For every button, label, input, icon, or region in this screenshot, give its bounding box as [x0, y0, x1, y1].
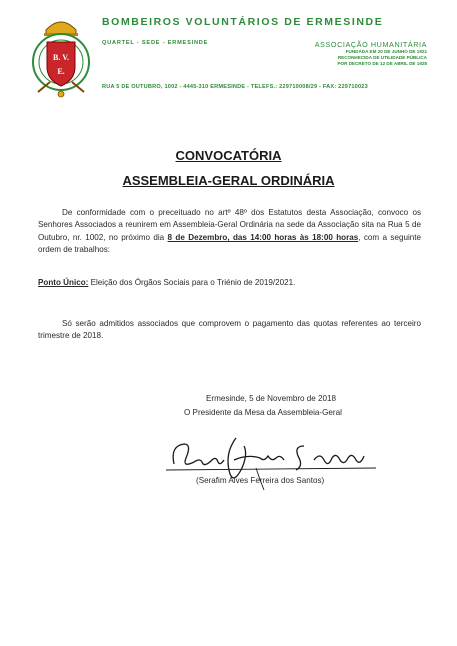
admission-paragraph: Só serão admitidos associados que comprovem o pagamento das quotas referentes ao terceiro trimestre de 2018.: [38, 319, 421, 341]
place-date: Ermesinde, 5 de Novembro de 2018: [206, 394, 337, 403]
signatory-role: O Presidente da Mesa da Assembleia-Geral: [184, 408, 342, 417]
convocation-paragraph: [38, 207, 421, 257]
organization-subtitle: QUARTEL - SEDE - ERMESINDE: [102, 40, 209, 46]
document-title: CONVOCATÓRIA: [175, 148, 282, 163]
agenda-paragraph: [38, 277, 421, 289]
paragraph-text-start: De conformidade com o preceituado no artº 48º dos Estatutos desta Associação, convoco os Senhores Associados a reunirem em Assembleia-Geral Ordinária na sede da Associação sita na Rua 5 de Outubro, nr. 1002, no próximo dia: [38, 208, 421, 242]
organization-name: BOMBEIROS VOLUNTÁRIOS DE ERMESINDE: [102, 16, 384, 28]
organization-address: RUA 5 DE OUTUBRO, 1002 - 4445-310 ERMESINDE - TELEFS.: 229710008/29 - FAX: 229710023: [102, 84, 368, 90]
paragraph-text-end: , com a seguinte ordem de trabalhos:: [38, 232, 421, 255]
signatory-name: (Serafim Alves Ferreira dos Santos): [196, 476, 325, 485]
meeting-date-time: 8 de Dezembro, das 14:00 horas às 18:00 horas: [167, 232, 359, 242]
fire-brigade-logo: [30, 12, 92, 100]
agenda-label: Ponto Único:: [38, 278, 89, 287]
association-info: [277, 40, 427, 67]
association-recognized: RECONHECIDA DE UTILIDADE PÚBLICA: [337, 55, 427, 60]
association-decree: POR DECRETO DE 12 DE ABRIL DE 1928: [337, 61, 427, 66]
document-subtitle: ASSEMBLEIA-GERAL ORDINÁRIA: [122, 173, 335, 188]
association-title: ASSOCIAÇÃO HUMANITÁRIA: [314, 40, 427, 49]
svg-text:E.: E.: [57, 67, 65, 76]
association-founded: FUNDADA EM 20 DE JUNHO DE 1921: [345, 49, 427, 54]
agenda-text: Eleição dos Órgãos Sociais para o Triénio de 2019/2021.: [88, 278, 296, 287]
svg-text:B. V.: B. V.: [53, 53, 69, 62]
